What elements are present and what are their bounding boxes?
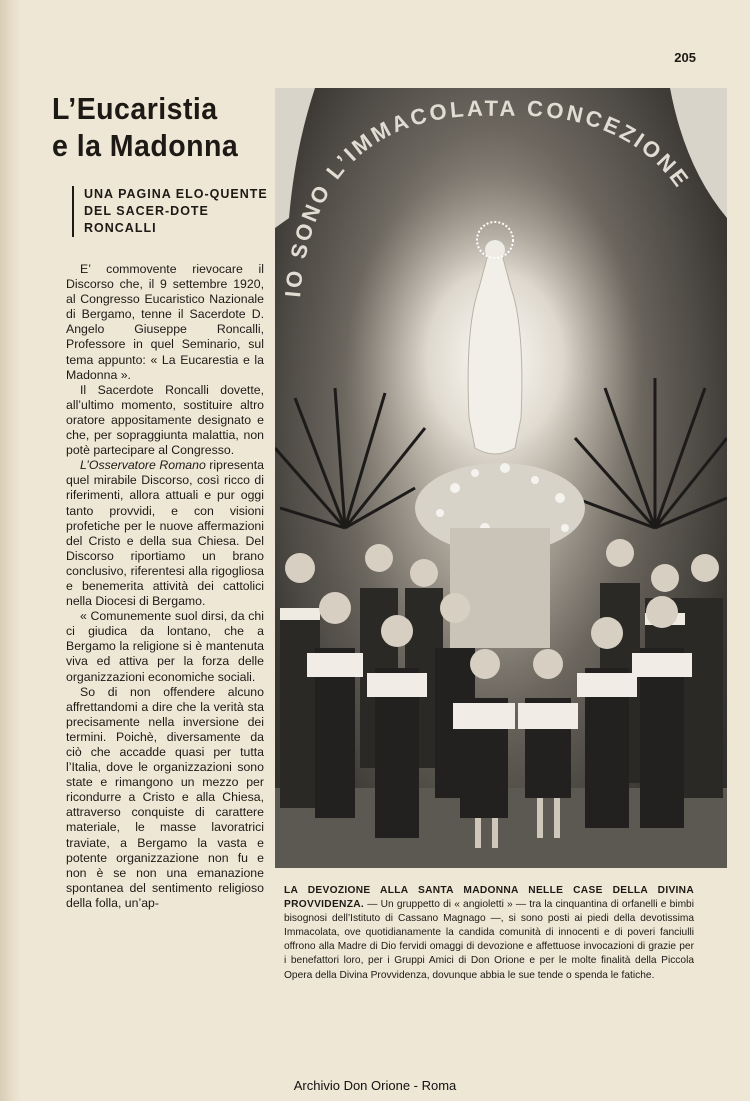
newspaper-title: L’Osservatore Romano: [80, 458, 206, 473]
banner-text: IO SONO L’IMMACOLATA CONCEZIONE: [280, 95, 696, 299]
body-paragraph-rest: ripresenta quel mirabile Discorso, così ricco di riferimenti, allora attuali e pur oggi tanto provvidi, e con visioni profetiche per le nuove affermazioni del Cristo e della sua Chiesa. Del Discorso riportiamo un brano conclusivo, riferentesi alla rigogliosa e benemerita attività dei cattolici nella Diocesi di Bergamo.: [66, 458, 264, 609]
photo-illustration: [275, 88, 727, 868]
caption-lead: LA DEVOZIONE ALLA SANTA MADONNA NELLE CASE DELLA DIVINA PROVVIDENZA.: [284, 885, 694, 911]
curtain-right: [670, 88, 727, 218]
article-subhead: UNA PAGINA ELO-QUENTE DEL SACER-DOTE RONCALLI: [72, 186, 270, 237]
headline-line-2: e la Madonna: [52, 128, 239, 163]
body-paragraph: [66, 458, 264, 609]
body-paragraph: Il Sacerdote Roncalli dovette, all’ultimo momento, sostituire altro oratore appositamente designato e che, per sopraggiunta malattia, non potè partecipare al Congresso.: [66, 382, 264, 458]
body-paragraph: So di non offendere alcuno affrettandomi a dire che la verità sta precisamente nella inversione dei termini. Poichè, diversamente da ciò che accadde quasi per tutta l’Italia, dove le organizzazioni sono state e rimangono un mezzo per ricondurre a Cristo e alla Chiesa, attraverso conquiste di carattere materiale, le masse lavoratrici traviate, a Bergamo la vasta e potente organizzazione non fu e non è se non una emanazione spontanea del sentimento religioso della folla, un’ap-: [66, 684, 264, 910]
photo-caption: [284, 884, 694, 983]
body-paragraph: « Comunemente suol dirsi, da chi ci giudica da lontano, che a Bergamo la religione si è mantenuta viva ed attiva per la forza delle organizzazioni economiche sociali.: [66, 609, 264, 684]
body-paragraph: E’ commovente rievocare il Discorso che, il 9 settembre 1920, al Congresso Eucaristico Nazionale di Bergamo, tenne il Sacerdote D. Angelo Giuseppe Roncalli, Professore in quel Seminario, sul tema appunto: « La Eucarestia e la Madonna ».: [66, 262, 264, 382]
altar: [450, 528, 550, 648]
headline-line-1: L’Eucaristia: [52, 91, 218, 126]
page-binding-edge: [0, 0, 22, 1101]
page-number: 205: [674, 50, 696, 65]
article-body: [66, 262, 264, 911]
photograph-children-madonna: [275, 88, 727, 868]
caption-text: — Un gruppetto di « angioletti » — tra la cinquantina di orfanelli e bimbi bisognosi dell’Istituto di Cassano Magnago —, si sono posti ai piedi della devotissima Immacolata, ove quotidianamente la candida comunità di innocenti e di poveri fanciulli offrono alla Madre di Dio fervidi omaggi di devozione e affettuose invocazioni di grazie per i benefattori loro, per i Gruppi Amici di Don Orione e per le molte finalità della Piccola Opera della Divina Provvidenza, dovunque abbia le sue tende o spenda le fatiche.: [284, 899, 694, 981]
article-headline: [52, 90, 247, 164]
archive-footer: Archivio Don Orione - Roma: [293, 1078, 457, 1093]
